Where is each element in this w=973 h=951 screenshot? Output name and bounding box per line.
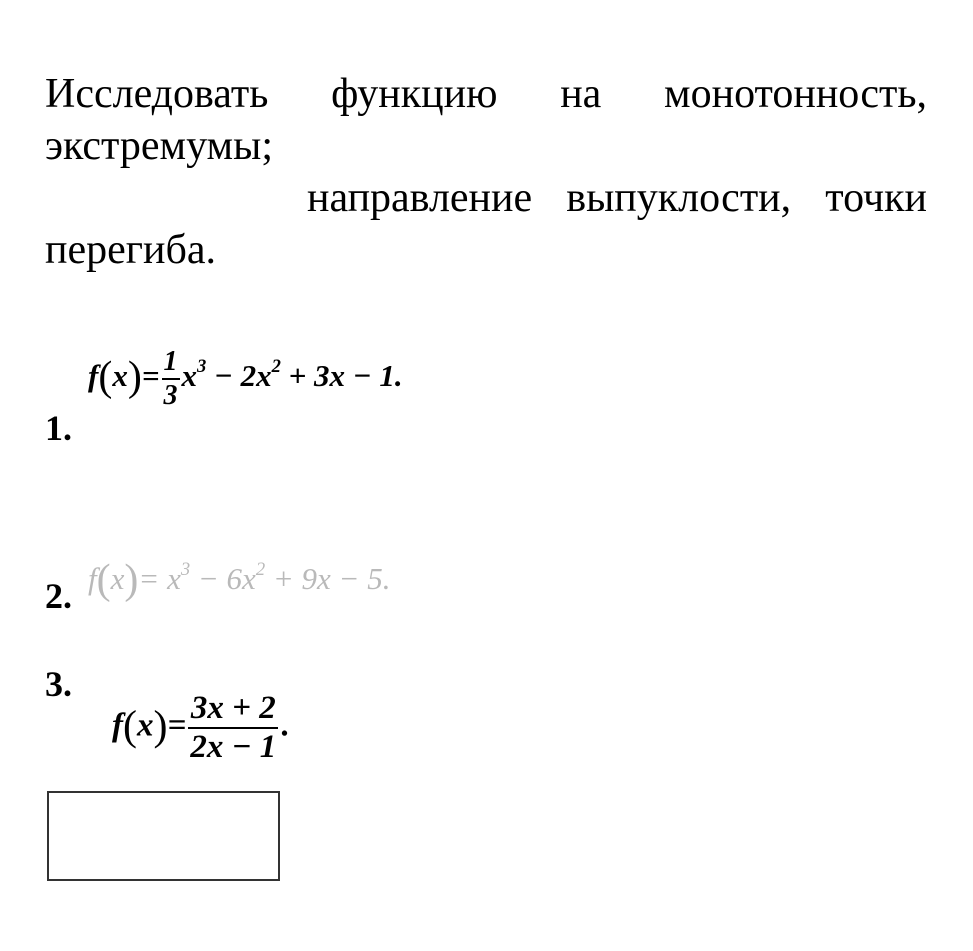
task-word: монотонность, — [664, 71, 927, 117]
task-word: точки — [825, 175, 927, 221]
task-statement — [45, 68, 927, 276]
term: − 6x — [190, 561, 256, 596]
problem-number-1: 1. — [45, 408, 72, 448]
equals-sign: = — [167, 707, 187, 744]
task-word: направление — [307, 175, 533, 221]
exponent: 2 — [271, 356, 281, 378]
fraction-denominator: 3 — [163, 380, 178, 411]
term: + 3x − 1. — [280, 358, 403, 394]
task-line-3 — [45, 172, 927, 224]
term: + 9x − 5. — [265, 561, 391, 596]
equals-sign: = — [138, 561, 160, 596]
fraction-numerator: 3x + 2 — [190, 690, 276, 726]
task-word: Исследовать — [45, 71, 269, 117]
term: − 2x — [206, 358, 272, 394]
equals-sign: = — [141, 358, 160, 394]
fraction-denominator: 2x − 1 — [190, 729, 277, 765]
task-word: на — [560, 71, 602, 117]
exponent: 3 — [180, 559, 191, 580]
fraction — [188, 692, 278, 764]
function-name: f — [112, 707, 123, 744]
term: x — [181, 358, 197, 394]
task-word: функцию — [331, 71, 498, 117]
problem-number-3: 3. — [45, 664, 72, 704]
formula-1: f(x)= $\frac{1}{3}$ $x^3 - 2x^2 + 3x - 1$. — [88, 346, 403, 411]
function-arg: x — [110, 561, 125, 596]
function-name: f — [88, 561, 97, 596]
answer-box[interactable] — [47, 791, 280, 881]
task-line-4: перегиба. — [45, 227, 216, 273]
task-line-2: экстремумы; — [45, 123, 274, 169]
function-arg: x — [137, 707, 154, 744]
formula-3: f(x)= $\frac{3x + 2}{2x - 1}$ . — [112, 690, 289, 765]
task-line-1 — [45, 68, 927, 120]
task-word: выпуклости, — [566, 175, 792, 221]
function-name: f — [88, 358, 99, 394]
term: x — [159, 561, 181, 596]
exponent: 3 — [197, 356, 207, 378]
function-arg: x — [112, 358, 128, 394]
fraction — [162, 348, 180, 410]
formula-2: $f(x)= x^3 - 6x^2 + 9x - 5$. — [88, 557, 391, 603]
fraction-numerator: 1 — [163, 346, 178, 377]
formula-period: . — [280, 707, 289, 744]
problem-number-2: 2. — [45, 576, 72, 616]
exponent: 2 — [255, 559, 266, 580]
